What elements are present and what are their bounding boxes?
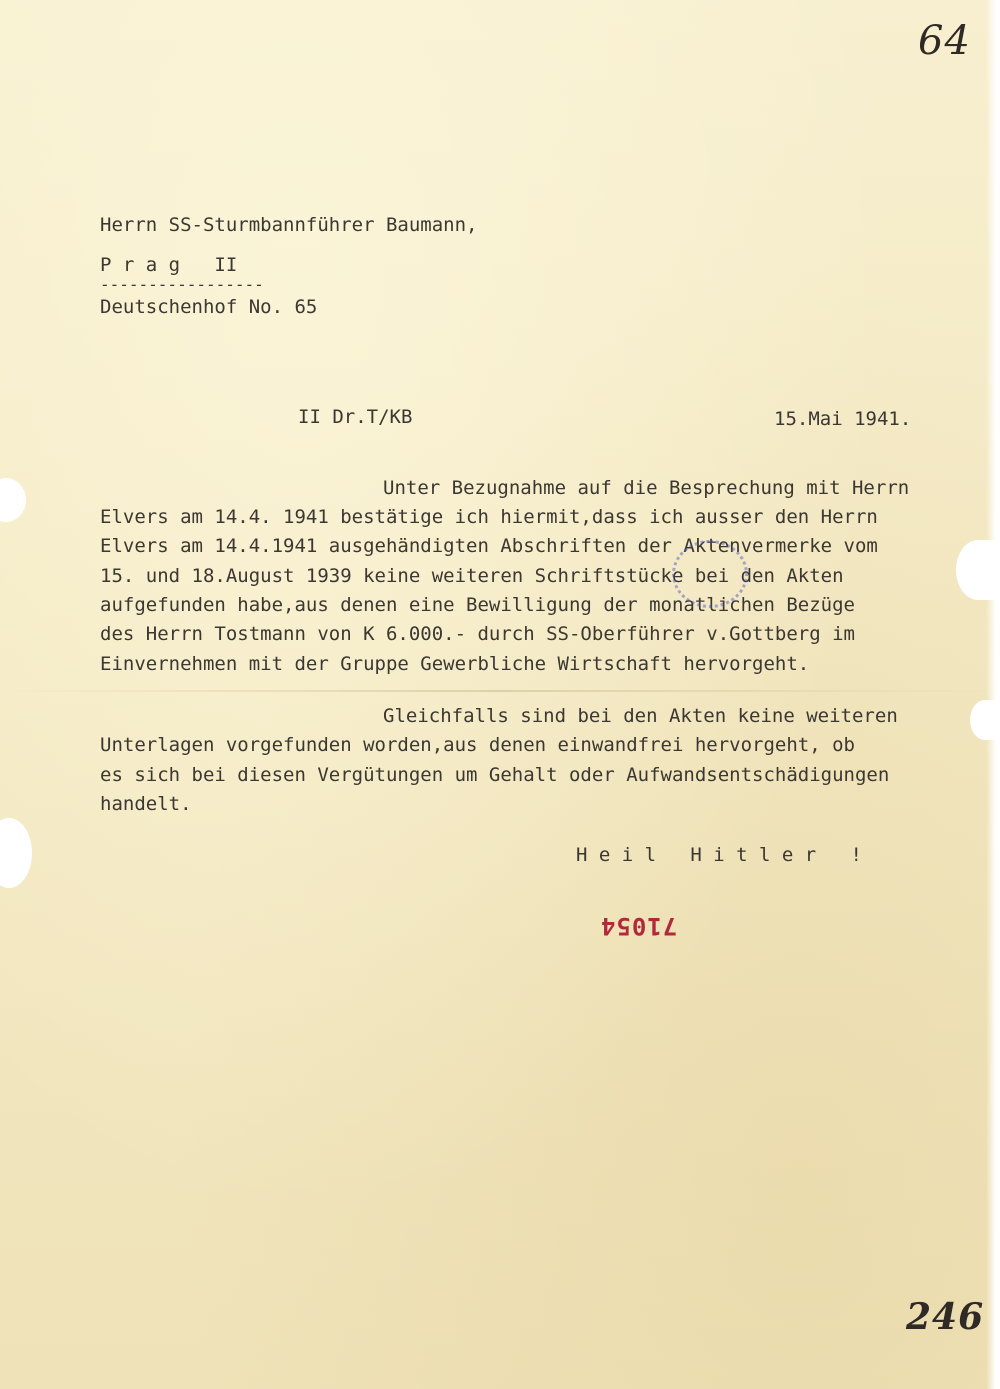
- paragraph1-line: 15. und 18.August 1939 keine weiteren Schriftstücke bei den Akten: [100, 565, 844, 587]
- round-stamp: [672, 540, 748, 608]
- reference-code: II Dr.T/KB: [298, 406, 413, 428]
- paragraph1-line: des Herrn Tostmann von K 6.000.- durch SS-Oberführer v.Gottberg im: [100, 623, 855, 645]
- paragraph2-line: Gleichfalls sind bei den Akten keine weiteren: [383, 705, 898, 727]
- stamp-number: 71054: [600, 912, 678, 940]
- torn-edge: [956, 540, 1000, 600]
- paragraph1-line: Einvernehmen mit der Gruppe Gewerbliche Wirtschaft hervorgeht.: [100, 653, 810, 675]
- punch-hole-lower: [0, 818, 32, 888]
- paragraph1-line: Unter Bezugnahme auf die Besprechung mit Herrn: [383, 477, 910, 499]
- punch-hole-upper: [0, 478, 26, 522]
- paragraph2-line: es sich bei diesen Vergütungen um Gehalt oder Aufwandsentschädigungen: [100, 764, 890, 786]
- paper-crease: [0, 690, 1000, 692]
- paper-edge: [986, 0, 1000, 1389]
- recipient-name: Herrn SS-Sturmbannführer Baumann,: [100, 214, 478, 236]
- paragraph1-line: Elvers am 14.4. 1941 bestätige ich hiermit,dass ich ausser den Herrn: [100, 506, 878, 528]
- letter-date: 15.Mai 1941.: [774, 408, 912, 430]
- paragraph1-line: aufgefunden habe,aus denen eine Bewilligung der monatlichen Bezüge: [100, 594, 855, 616]
- paragraph2-line: Unterlagen vorgefunden worden,aus denen einwandfrei hervorgeht, ob: [100, 734, 855, 756]
- recipient-city: P r a g II: [100, 254, 238, 276]
- closing-salutation: H e i l H i t l e r !: [576, 844, 862, 866]
- recipient-city-underline: -----------------: [100, 275, 264, 294]
- torn-edge-small: [970, 700, 1000, 740]
- paragraph2-line: handelt.: [100, 793, 192, 815]
- recipient-street: Deutschenhof No. 65: [100, 296, 318, 318]
- archive-number-top: 64: [918, 18, 971, 64]
- archive-number-bottom: 246: [906, 1296, 985, 1338]
- paragraph1-line: Elvers am 14.4.1941 ausgehändigten Abschriften der Aktenvermerke vom: [100, 535, 878, 557]
